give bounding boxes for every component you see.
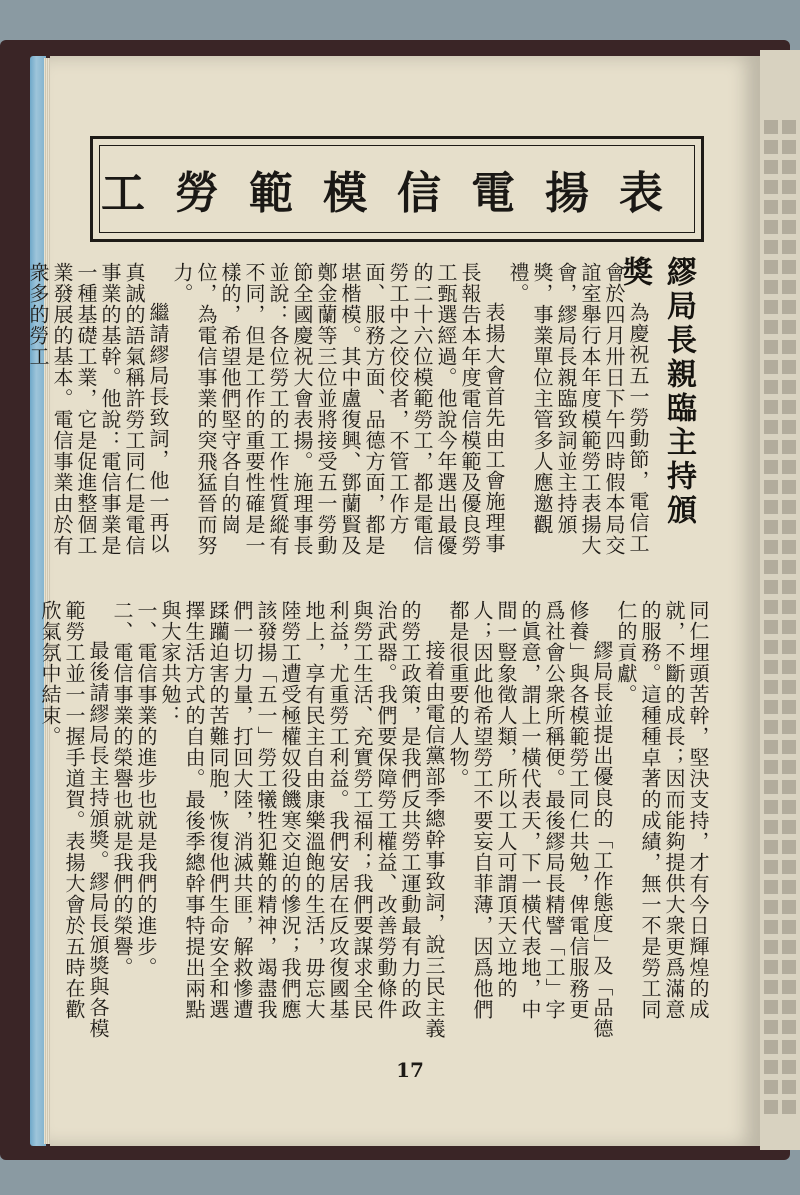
title-box xyxy=(90,136,704,242)
list-item: 一、電信事業的進步也就是我們的進步。 xyxy=(134,600,158,978)
paragraph: 同仁埋頭苦幹，堅決支持，才有今日輝煌的成就，不斷的成長；因而能夠提供大衆更爲滿意的服務。這種種卓著的成績，無一不是勞工同仁的貢獻。 xyxy=(614,600,710,1020)
paragraph: 繆局長並提出優良的「工作態度」及「品德修養」與各模範勞工同仁共勉，俾電信服務更爲社會公衆所稱便。最後繆局長精譬「工」字的眞意，謂上一橫代表天，下一橫代表地，中間一豎象徵人類，所以工人可謂頂天立地的人；因此他希望勞工不要妄自菲薄，因爲他們都是很重要的人物。 xyxy=(446,600,614,1039)
article-heading: 繆局長親臨主持頒獎 xyxy=(617,256,696,528)
article-title: 表揚電信模範勞工 xyxy=(101,168,693,219)
list-item: 二、電信事業的榮譽也就是我們的榮譽。 xyxy=(110,600,134,978)
title-box-inner xyxy=(99,145,695,233)
paragraph: 為慶祝五一勞動節，電信工會於四月卅日下午四時假本局交誼室舉行本年度模範勞工表揚大會，繆局長親臨致詞並主持頒獎，事業單位主管多人應邀觀禮。 xyxy=(506,262,650,556)
paragraph: 表揚大會首先由工會施理事長報告本年度電信模範及優良勞工甄選經過。他說今年選出最優的二十六位模範勞工，都是電信勞工中之佼佼者，不管工作方面、服務方面、品德方面，都是堪楷模。其中盧復興、鄧蘭賢及鄭金蘭等三位並將接受五一勞動節全國慶祝大會表揚。施理事長並說：各位勞工的工作性質縱有不同，但是工作的重要性確是一樣的，希望他們堅守各自的崗位，為電信事業的突飛猛晉而努力。 xyxy=(170,262,506,556)
paragraph: 繼請繆局長致詞，他一再以真誠的語氣稱許勞工同仁是電信事業的基幹。他說：電信事業是一種基礎工業，它是促進整個工業發展的基本。電信事業由於有衆多的勞工 xyxy=(26,262,170,556)
paragraph: 最後請繆局長主持頒獎。繆局長頒獎與各模範勞工並一一握手道賀。表揚大會於五時在歡欣氣氛中結束。 xyxy=(38,600,110,1039)
page-number: 17 xyxy=(396,1058,424,1082)
upper-section xyxy=(26,262,650,560)
lower-section xyxy=(38,600,710,1040)
paragraph: 接着由電信黨部季總幹事致詞，說三民主義的勞工政策，是我們反共勞工運動最有力的政治武器。我們要保障勞工權益、改善勞動條件與勞工生活、充實勞工福利；我們要謀求全民利益，尤重勞工利益。我們安居在反攻復國基地上，享有民主自由康樂溫飽的生活，毋忘大陸勞工遭受極權奴役饑寒交迫的慘況；我們應該發揚「五一」勞工犧牲犯難的精神，竭盡我們一切力量，打回大陸，消滅共匪，解救慘遭蹂躪迫害的苦難同胞，恢復他們生命安全和選擇生活方式的自由。最後季總幹事特提出兩點與大家共勉： xyxy=(158,600,446,1039)
facing-page xyxy=(760,50,800,1150)
